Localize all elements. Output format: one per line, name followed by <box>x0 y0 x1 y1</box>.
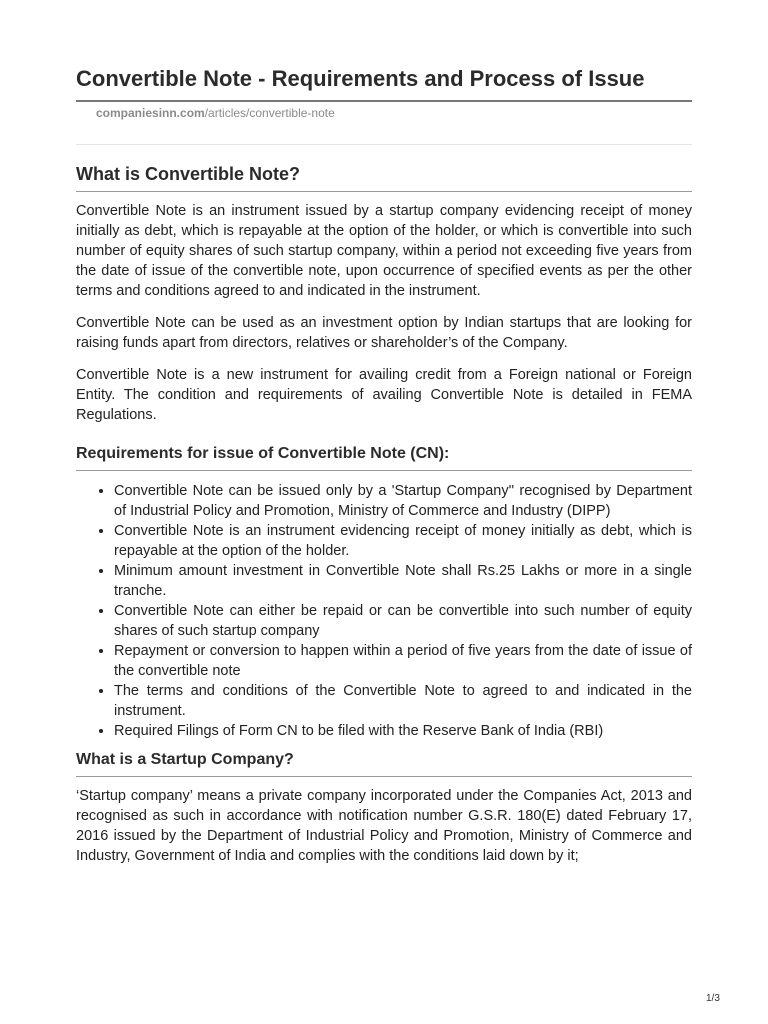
list-item: • Required Filings of Form CN to be filed with the Reserve Bank of India (RBI) <box>114 721 692 741</box>
source-divider <box>76 144 692 145</box>
page-number: 1/3 <box>706 993 720 1004</box>
list-item: • Repayment or conversion to happen within a period of five years from the date of issue of the convertible note <box>114 641 692 681</box>
article-body <box>76 163 692 866</box>
paragraph: ‘Startup company’ means a private company incorporated under the Companies Act, 2013 and recognised as such in accordance with notification number G.S.R. 180(E) dated February 17, 2016 issued by the Department of Industrial Policy and Promotion, Ministry of Commerce and Industry, Government of India and complies with the conditions laid down by it; <box>76 788 692 864</box>
list-item: • Convertible Note is an instrument evidencing receipt of money initially as debt, which is repayable at the option of the holder. <box>114 521 692 561</box>
requirements-list <box>76 481 692 741</box>
list-item: • The terms and conditions of the Convertible Note to agreed to and indicated in the instrument. <box>114 681 692 721</box>
paragraph: Convertible Note can be used as an investment option by Indian startups that are looking for raising funds apart from directors, relatives or shareholder’s of the Company. <box>76 315 692 351</box>
section-heading: What is Convertible Note? <box>76 163 692 192</box>
paragraph: Convertible Note is an instrument issued by a startup company evidencing receipt of money initially as debt, which is repayable at the option of the holder, or which is convertible into such number of equity shares of such startup company, within a period not exceeding five years from the date of issue of the convertible note, upon occurrence of specified events as per the other terms and conditions agreed to and indicated in the instrument. <box>76 203 692 299</box>
paragraph: Convertible Note is a new instrument for availing credit from a Foreign national or Foreign Entity. The condition and requirements of availing Convertible Note is detailed in FEMA Regulations. <box>76 367 692 423</box>
list-item: • Minimum amount investment in Convertible Note shall Rs.25 Lakhs or more in a single tranche. <box>114 561 692 601</box>
source-domain[interactable]: companiesinn.com <box>96 106 205 120</box>
section-heading: What is a Startup Company? <box>76 750 692 777</box>
section-heading: Requirements for issue of Convertible Note (CN): <box>76 444 692 471</box>
list-item: • Convertible Note can be issued only by a 'Startup Company'' recognised by Department of Industrial Policy and Promotion, Ministry of Commerce and Industry (DIPP) <box>114 481 692 521</box>
document-title: Convertible Note - Requirements and Process of Issue <box>76 66 645 91</box>
section-requirements <box>76 444 692 741</box>
section-startup-company <box>76 750 692 866</box>
source-url[interactable] <box>96 106 335 120</box>
section-what-is-convertible-note <box>76 163 692 425</box>
title-divider <box>76 100 692 102</box>
source-path[interactable]: /articles/convertible-note <box>204 106 335 120</box>
list-item: • Convertible Note can either be repaid or can be convertible into such number of equity shares of such startup company <box>114 601 692 641</box>
